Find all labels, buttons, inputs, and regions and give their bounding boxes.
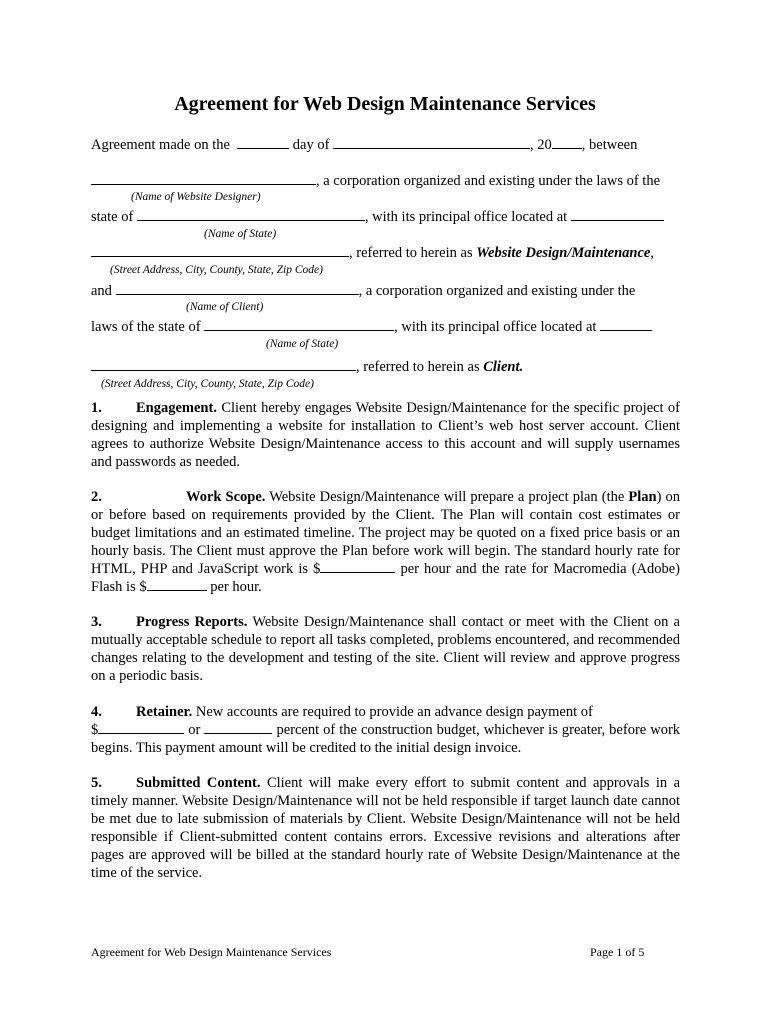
label-year-prefix: , 20 — [530, 137, 552, 153]
section-heading: Progress Reports. — [136, 614, 248, 630]
blank-hourly-rate[interactable] — [320, 560, 395, 573]
blank-month[interactable] — [333, 136, 530, 149]
caption-state-1: (Name of State) — [204, 228, 277, 240]
blank-flash-rate[interactable] — [147, 578, 207, 591]
state-line-1 — [91, 208, 681, 226]
caption-designer: (Name of Website Designer) — [131, 191, 261, 203]
blank-retainer-percent[interactable] — [204, 721, 272, 734]
label-referred-herein-2: , referred to herein as — [356, 359, 480, 375]
section-heading: Engagement. — [136, 400, 217, 416]
designer-line — [91, 172, 681, 190]
caption-client: (Name of Client) — [186, 301, 264, 313]
label-agreement-made: Agreement made on the — [91, 137, 230, 153]
section-heading: Retainer. — [136, 704, 193, 720]
label-client-corporation: , a corporation organized and existing under the — [358, 283, 636, 299]
section-text: per hour. — [210, 579, 262, 595]
blank-address-1[interactable] — [91, 244, 349, 257]
caption-address-1: (Street Address, City, County, State, Zip Code) — [110, 264, 323, 276]
section-text: Client will make every effort to submit content and approvals in a timely manner. Website Design/Maintenance will not be held responsible if target launch date cannot be met due to late submission of materials by Client. Website Design/Maintenance will not be held responsible if Client-submitted content contains errors. Excessive revisions and alterations after pages are approved will be billed at the standard hourly rate of Website Design/Maintenance at the time of the service. — [91, 775, 680, 881]
blank-designer-name[interactable] — [91, 172, 316, 185]
section-text: or — [188, 722, 201, 738]
footer-title: Agreement for Web Design Maintenance Services — [91, 945, 332, 959]
comma: , — [650, 245, 654, 261]
section-heading: Work Scope. — [186, 489, 266, 505]
blank-year[interactable] — [552, 136, 582, 149]
section-retainer — [91, 721, 680, 757]
blank-day[interactable] — [237, 136, 289, 149]
section-engagement — [91, 399, 680, 471]
client-line — [91, 282, 681, 300]
section-number: 3. — [91, 614, 102, 630]
label-referred-herein: , referred to herein as — [349, 245, 473, 261]
section-text: New accounts are required to provide an advance design payment of — [195, 704, 593, 720]
section-text: Website Design/Maintenance shall contact or meet with the Client on a mutually acceptable schedule to report all tasks completed, problems encountered, and recommended changes relating to the development and testing of the site. Client will review and approve progress on a periodic basis. — [91, 614, 680, 684]
section-text: percent of the construction budget, whichever is greater, before work begins. This payment amount will be credited to the initial design invoice. — [91, 722, 681, 756]
agreement-date-line — [91, 136, 681, 154]
section-number: 2. — [91, 489, 102, 505]
blank-retainer-amount[interactable] — [98, 721, 184, 734]
label-laws-of-state: laws of the state of — [91, 319, 201, 335]
blank-client-name[interactable] — [116, 282, 359, 295]
blank-address-2[interactable] — [91, 358, 356, 371]
section-retainer-first-line — [91, 703, 681, 721]
section-text: Website Design/Maintenance will prepare a project plan (the — [269, 489, 625, 505]
caption-state-2: (Name of State) — [266, 338, 339, 350]
label-and: and — [91, 283, 112, 299]
blank-state-2[interactable] — [204, 318, 394, 331]
label-between: , between — [581, 137, 638, 153]
blank-office-1[interactable] — [571, 208, 664, 221]
party-website-design: Website Design/Maintenance — [476, 245, 651, 261]
label-corporation-organized: , a corporation organized and existing under the laws of the — [316, 173, 660, 189]
document-title: Agreement for Web Design Maintenance Services — [174, 93, 596, 115]
section-progress-reports — [91, 613, 680, 685]
section-number: 1. — [91, 400, 102, 416]
address-line-1 — [91, 244, 681, 262]
section-text: ) on or before based on requirements provided by the Client. The Plan will contain cost estimates or budget limitations and an estimated timeline. The project may be quoted on a fixed price basis or an hourly basis. The Client must approve the Plan before work will begin. The standard hourly rate for HTML, PHP and JavaScript work is $ — [91, 489, 680, 577]
state-line-2 — [91, 318, 681, 336]
section-text: per hour and the rate for Macromedia (Adobe) Flash is $ — [91, 561, 681, 595]
section-number: 5. — [91, 775, 102, 791]
label-principal-office: , with its principal office located at — [364, 209, 568, 225]
section-work-scope — [91, 488, 680, 596]
label-principal-office-2: , with its principal office located at — [394, 319, 597, 335]
label-day-of: day of — [292, 137, 330, 153]
section-submitted-content — [91, 774, 680, 882]
blank-state-1[interactable] — [137, 208, 365, 221]
section-heading: Submitted Content. — [136, 775, 261, 791]
section-number: 4. — [91, 704, 102, 720]
dollar-sign: $ — [91, 722, 99, 738]
caption-address-2: (Street Address, City, County, State, Zip Code) — [101, 378, 314, 390]
section-text: Client hereby engages Website Design/Maintenance for the specific project of designing and implementing a website for installation to Client’s web host server account. Client agrees to authorize Website Design/Maintenance access to this account and will supply usernames and passwords as needed. — [91, 400, 681, 470]
party-client: Client. — [483, 359, 524, 375]
label-state-of: state of — [91, 209, 134, 225]
plan-term: Plan — [628, 489, 657, 505]
address-line-2 — [91, 358, 681, 376]
page-number: Page 1 of 5 — [590, 945, 645, 959]
blank-office-2[interactable] — [600, 318, 652, 331]
